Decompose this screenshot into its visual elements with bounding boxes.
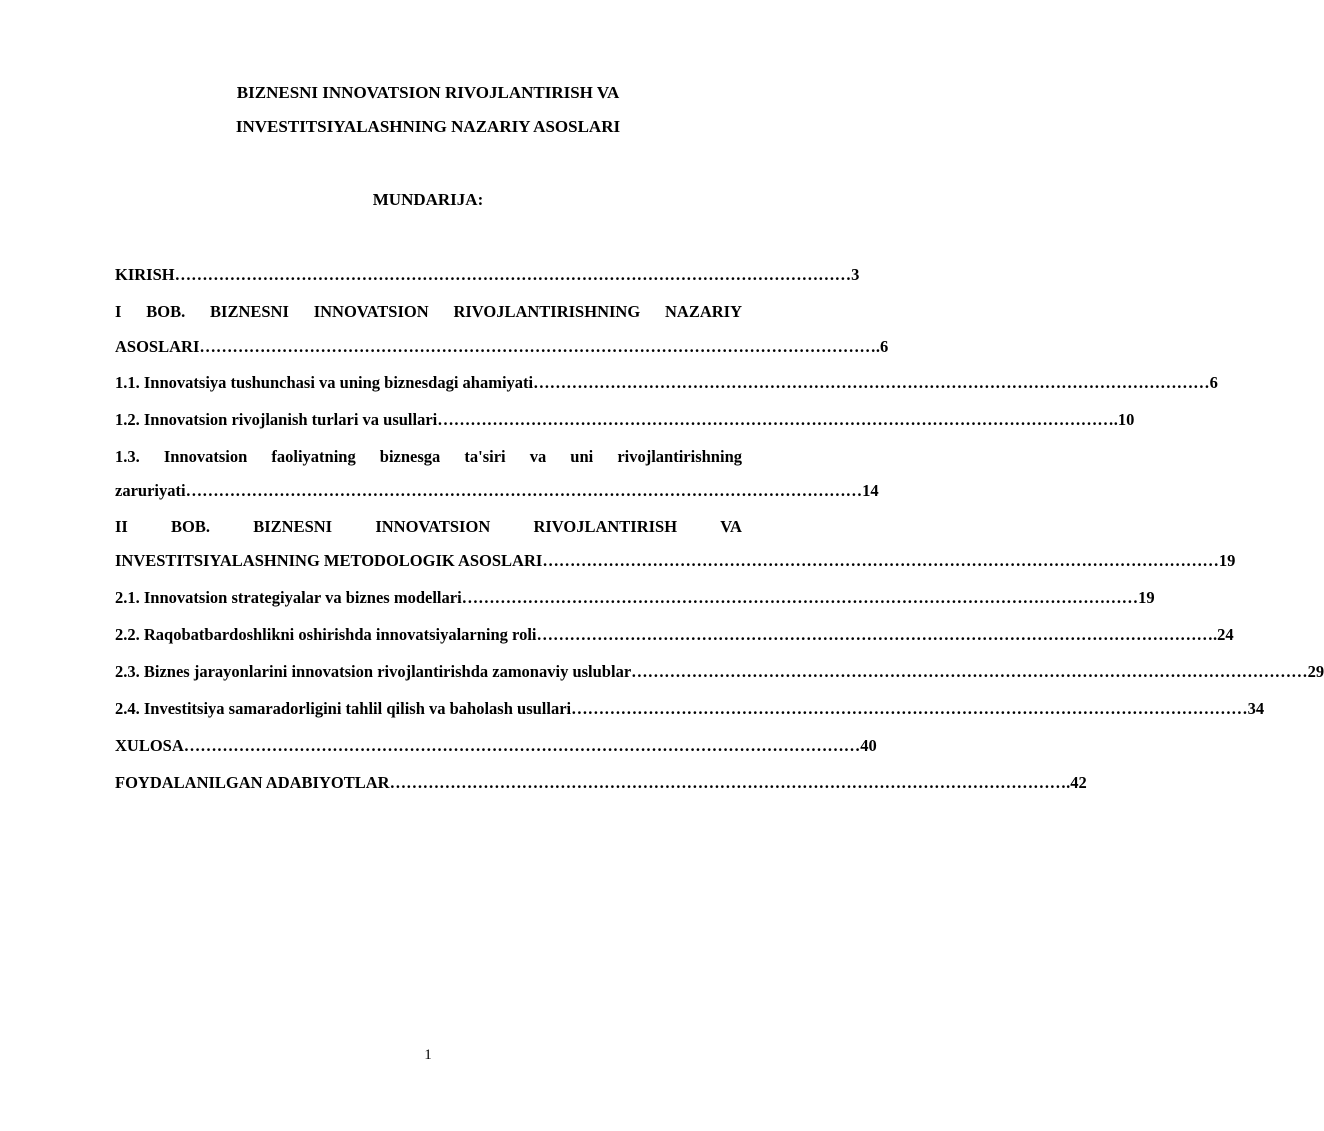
- toc-entry-page: 19: [1218, 551, 1236, 570]
- toc-entry-label: 2.1. Innovatsion strategiyalar va biznes modellari: [115, 588, 462, 607]
- leader-dots: ……………………………………………………………………………………………………………: [542, 551, 1219, 570]
- toc-word: BOB.: [146, 302, 186, 321]
- toc-entry-label: XULOSA: [115, 736, 184, 755]
- toc-word: Innovatsion: [163, 447, 248, 466]
- toc-entry-label: 1.1. Innovatsiya tushunchasi va uning biznesdagi ahamiyati: [115, 373, 534, 392]
- toc-word: BIZNESNI: [210, 302, 289, 321]
- toc-entry-label: ASOSLARI: [115, 337, 200, 356]
- toc-entry-kirish[interactable]: [115, 264, 860, 286]
- toc-entry-label: 1.2. Innovatsion rivojlanish turlari va usullari: [115, 410, 438, 429]
- toc-word: BOB.: [171, 517, 211, 536]
- toc-entry-1-3-line-1[interactable]: [115, 446, 742, 468]
- toc-entry-page: .6: [875, 337, 889, 356]
- toc-entry-page: 3: [851, 265, 860, 284]
- toc-entry-page: .24: [1212, 625, 1234, 644]
- toc-entry-page: 40: [860, 736, 877, 755]
- toc-entry-xulosa[interactable]: [115, 735, 877, 757]
- leader-dots: ……………………………………………………………………………………………………………: [389, 773, 1067, 792]
- toc-entry-1-1[interactable]: [115, 372, 1218, 394]
- toc-word: ta'siri: [464, 447, 506, 466]
- leader-dots: ……………………………………………………………………………………………………………: [174, 265, 852, 284]
- toc-word: I: [115, 302, 122, 321]
- leader-dots: ……………………………………………………………………………………………………………: [437, 410, 1114, 429]
- toc-entry-page: 6: [1209, 373, 1218, 392]
- toc-word: VA: [720, 517, 742, 536]
- toc-word: biznesga: [379, 447, 441, 466]
- toc-entry-2-1[interactable]: [115, 587, 1155, 609]
- toc-entry-bob-1-line-2[interactable]: [115, 336, 889, 358]
- toc-entry-label: KIRISH: [115, 265, 175, 284]
- toc-word: rivojlantirishning: [617, 447, 742, 466]
- toc-entry-bob-2-line-1[interactable]: [115, 516, 742, 538]
- toc-word: 1.3.: [115, 447, 140, 466]
- toc-word: II: [115, 517, 128, 536]
- leader-dots: ……………………………………………………………………………………………………………: [536, 625, 1213, 644]
- leader-dots: ……………………………………………………………………………………………………………: [631, 662, 1308, 681]
- toc-word: va: [529, 447, 547, 466]
- leader-dots: ……………………………………………………………………………………………………………: [571, 699, 1248, 718]
- toc-entry-page: 19: [1138, 588, 1155, 607]
- toc-word: INNOVATSION: [313, 302, 429, 321]
- toc-entry-bob-1-line-1[interactable]: [115, 301, 742, 323]
- toc-entry-page: 34: [1247, 699, 1265, 718]
- toc-word: INNOVATSION: [375, 517, 491, 536]
- document-title-line-1: BIZNESNI INNOVATSION RIVOJLANTIRISH VA: [236, 83, 620, 102]
- toc-entry-2-2[interactable]: [115, 624, 1234, 646]
- toc-word: NAZARIY: [664, 302, 742, 321]
- leader-dots: ……………………………………………………………………………………………………………: [461, 588, 1139, 607]
- page-number: 1: [424, 1047, 432, 1063]
- toc-entry-2-4[interactable]: [115, 698, 1265, 720]
- toc-entry-label: 2.2. Raqobatbardoshlikni oshirishda innovatsiyalarning roli: [115, 625, 537, 644]
- toc-word: BIZNESNI: [253, 517, 333, 536]
- toc-entry-label: zaruriyati: [115, 481, 186, 500]
- toc-entry-page: .42: [1066, 773, 1087, 792]
- toc-word: uni: [570, 447, 594, 466]
- toc-entry-label: INVESTITSIYALASHNING METODOLOGIK ASOSLARI: [115, 551, 543, 570]
- toc-entry-label: 2.3. Biznes jarayonlarini innovatsion rivojlantirishda zamonaviy uslublar: [115, 662, 632, 681]
- toc-entry-page: 14: [862, 481, 879, 500]
- toc-entry-foydalanilgan-adabiyotlar[interactable]: [115, 772, 1087, 794]
- toc-entry-page: .10: [1113, 410, 1135, 429]
- toc-entry-label: 2.4. Investitsiya samaradorligini tahlil qilish va baholash usullari: [115, 699, 572, 718]
- document-title-line-2: INVESTITSIYALASHNING NAZARIY ASOSLARI: [235, 117, 621, 136]
- leader-dots: ……………………………………………………………………………………………………………: [533, 373, 1210, 392]
- toc-word: faoliyatning: [271, 447, 356, 466]
- leader-dots: ……………………………………………………………………………………………………………: [199, 337, 876, 356]
- leader-dots: ……………………………………………………………………………………………………………: [185, 481, 863, 500]
- leader-dots: ……………………………………………………………………………………………………………: [183, 736, 861, 755]
- toc-entry-1-2[interactable]: [115, 409, 1135, 431]
- contents-heading: MUNDARIJA:: [372, 190, 484, 209]
- toc-entry-2-3[interactable]: [115, 661, 1324, 683]
- toc-entry-label: FOYDALANILGAN ADABIYOTLAR: [115, 773, 390, 792]
- toc-word: RIVOJLANTIRISH: [533, 517, 678, 536]
- toc-entry-page: 29: [1307, 662, 1324, 681]
- toc-entry-bob-2-line-2[interactable]: [115, 550, 1236, 572]
- toc-word: RIVOJLANTIRISHNING: [453, 302, 641, 321]
- toc-entry-1-3-line-2[interactable]: [115, 480, 879, 502]
